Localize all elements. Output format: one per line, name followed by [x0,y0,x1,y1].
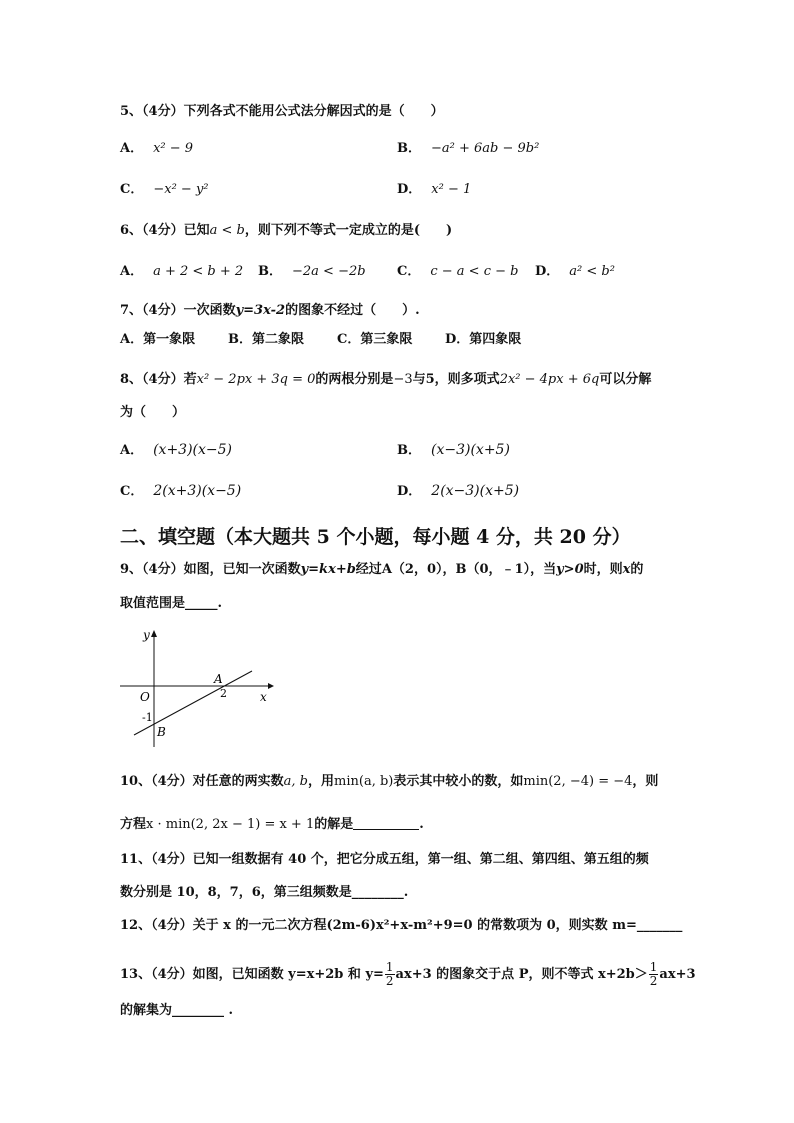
q5-option-b: B． −a² + 6ab − 9b² [397,141,540,156]
q5-option-d: D． x² − 1 [397,182,472,197]
graph-point-a-label: A [214,672,223,686]
q13-stem-line2: 的解集为________ . [120,1003,234,1018]
q9-stem-line2: 取值范围是_____. [120,596,223,611]
q5-option-c: C． −x² − y² [120,182,209,197]
line-kx-b [134,671,252,735]
q11-stem-line1: 11、（4分）已知一组数据有 40 个，把它分成五组，第一组、第二组、第四组、第五组的频 [120,852,649,867]
graph-a-tick: 2 [220,687,227,700]
graph-x-label: x [260,690,267,704]
q8-option-b: B． (x−3)(x+5) [397,442,510,458]
graph-y-label: y [143,628,150,642]
y-axis-arrow [151,630,157,637]
q7-option-c: C．第三象限 [337,332,413,347]
q10-stem-line1: 10、（4分）对任意的两实数a, b，用min(a, b)表示其中较小的数，如min(2, −4) = −4，则 [120,774,659,789]
q6-option-c: C． c − a < c − b [397,264,519,279]
q8-option-c: C． 2(x+3)(x−5) [120,483,242,499]
fraction-half-1: $\frac{1}{2}$ [385,960,394,988]
q8-stem-line2: 为（ ） [120,405,186,420]
q8-stem-line1: 8、（4分）若x² − 2px + 3q = 0的两根分别是−3与5，则多项式2x² − 4px + 6q可以分解 [120,372,652,387]
q6-option-a: A． a + 2 < b + 2 [120,264,244,279]
q7-option-a: A．第一象限 [120,332,196,347]
q6-option-b: B． −2a < −2b [258,264,366,279]
q10-stem-line2: 方程x · min(2, 2x − 1) = x + 1的解是 . [120,817,424,832]
q9-graph [110,625,280,755]
q7-option-b: B．第二象限 [228,332,305,347]
q7-stem: 7、（4分）一次函数y=3x-2的图象不经过（ ）. [120,303,420,318]
q6-option-d: D． a² < b² [535,264,615,279]
graph-point-b-label: B [157,725,166,739]
q5-option-a: A． x² − 9 [120,141,194,156]
fraction-half-2: $\frac{1}{2}$ [649,960,658,988]
graph-origin-label: O [140,690,150,704]
q11-stem-line2: 数分别是 10，8，7，6，第三组频数是________. [120,885,409,900]
q12-stem: 12、（4分）关于 x 的一元二次方程(2m-6)x²+x-m²+9=0 的常数项为 0，则实数 m=_______ [120,918,683,933]
q10-answer-blank[interactable] [353,829,419,830]
q5-stem: 5、（4分）下列各式不能用公式法分解因式的是（ ） [120,104,444,119]
q13-stem-line1: 13、（4分）如图，已知函数 y=x+2b 和 y= $\frac{1}{2}$ ax+3 的图象交于点 P，则不等式 x+2b＞ $\frac{1}{2}$ ax+3 [120,960,696,988]
q7-option-d: D．第四象限 [445,332,522,347]
q8-option-a: A． (x+3)(x−5) [120,442,233,458]
x-axis-arrow [268,683,274,689]
q8-option-d: D． 2(x−3)(x+5) [397,483,520,499]
graph-b-tick: -1 [142,711,153,724]
section-heading: 二、填空题（本大题共 5 个小题，每小题 4 分，共 20 分） [120,526,631,548]
q6-stem: 6、（4分）已知a < b，则下列不等式一定成立的是( ) [120,223,453,238]
q9-stem-line1: 9、（4分）如图，已知一次函数y=kx+b经过A（2，0），B（0，﹣1），当y>0时，则x的 [120,562,644,577]
